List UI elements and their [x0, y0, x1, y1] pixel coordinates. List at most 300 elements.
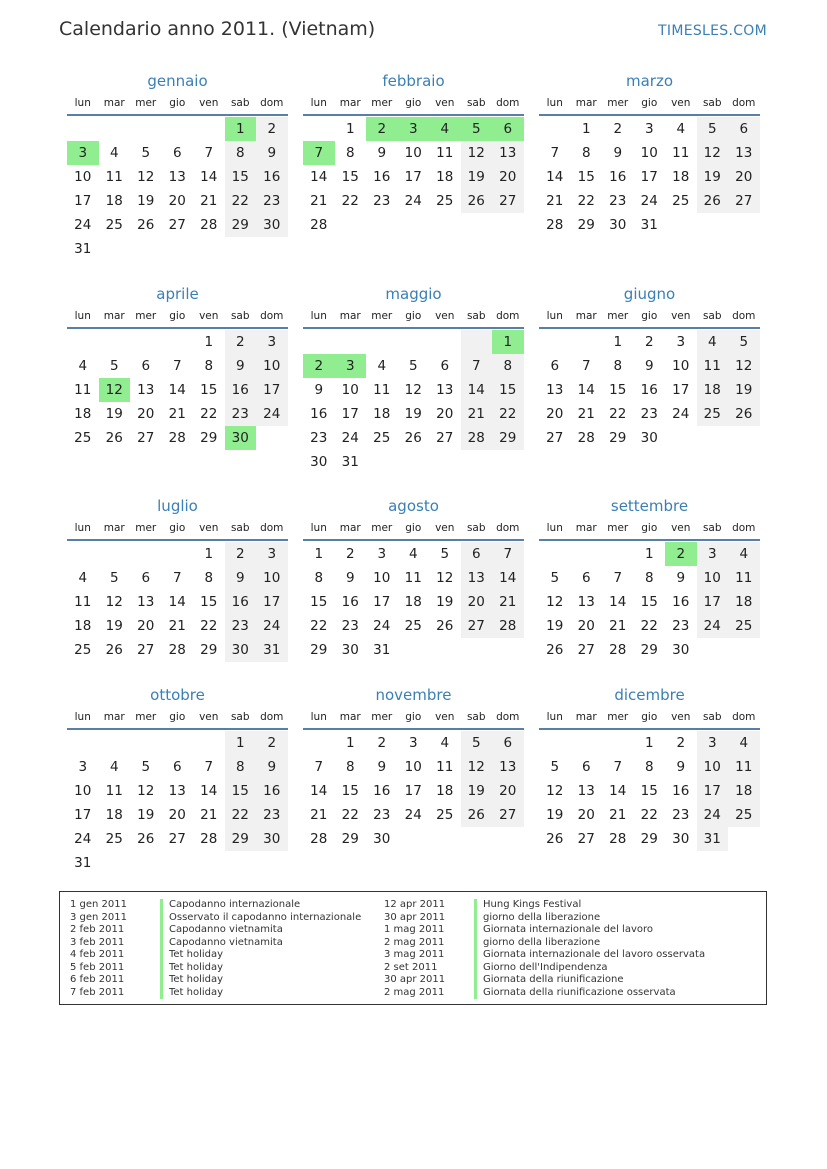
legend-row [60, 924, 361, 937]
day-cell: 30 [225, 638, 257, 662]
day-cell: 6 [141, 570, 151, 586]
legend-holiday-name: Giornata della riunificazione osservata [474, 987, 676, 1000]
legend-holiday-name: Giornata internazionale del lavoro osservata [474, 949, 705, 962]
legend-date: 3 mag 2011 [384, 949, 445, 960]
legend-row [60, 949, 361, 962]
day-cell: 31 [74, 241, 92, 257]
day-cell: 9 [225, 354, 257, 378]
day-cell: 21 [577, 406, 595, 422]
month-title: maggio [385, 285, 442, 303]
weekday-label: mar [103, 310, 125, 322]
legend-holiday-name: Osservato il capodanno internazionale [160, 912, 361, 925]
day-cell: 28 [492, 614, 524, 638]
day-cell: 1 [644, 546, 654, 562]
day-cell: 30 [310, 454, 328, 470]
weekday-header [67, 706, 288, 730]
day-cell: 11 [697, 354, 729, 378]
day-cell: 29 [225, 213, 257, 237]
day-cell: 4 [109, 759, 119, 775]
day-cell: 25 [74, 430, 92, 446]
legend-holiday-name: Hung Kings Festival [474, 899, 581, 912]
empty-cell [193, 851, 225, 875]
empty-cell [492, 638, 524, 662]
legend-holiday-name: Giorno dell'Indipendenza [474, 962, 608, 975]
day-cell: 1 [345, 735, 355, 751]
weekday-label: lun [310, 522, 327, 534]
day-cell: 12 [546, 594, 564, 610]
month-maggio [303, 283, 524, 474]
legend-date: 2 feb 2011 [70, 924, 125, 935]
day-cell: 10 [697, 755, 729, 779]
day-cell: 15 [310, 594, 328, 610]
day-cell: 29 [609, 430, 627, 446]
day-cell: 4 [728, 542, 760, 566]
day-grid [303, 330, 524, 474]
day-cell: 28 [577, 430, 595, 446]
legend-column-1 [60, 899, 361, 999]
day-cell: 13 [546, 382, 564, 398]
weekday-header [539, 92, 760, 116]
empty-cell [366, 330, 398, 354]
day-cell: 2 [366, 117, 398, 141]
day-cell: 6 [581, 759, 591, 775]
day-cell: 17 [373, 594, 391, 610]
empty-cell [130, 237, 162, 261]
legend-row [60, 974, 361, 987]
day-cell: 26 [105, 430, 123, 446]
day-cell: 25 [728, 614, 760, 638]
day-cell: 2 [225, 542, 257, 566]
day-cell: 25 [105, 217, 123, 233]
day-cell: 6 [172, 145, 182, 161]
day-cell: 21 [546, 193, 564, 209]
day-cell: 29 [640, 831, 658, 847]
day-cell: 23 [256, 803, 288, 827]
day-cell: 22 [310, 618, 328, 634]
legend-holiday-name: Capodanno vietnamita [160, 937, 283, 950]
month-title: marzo [625, 72, 674, 90]
day-cell: 19 [461, 165, 493, 189]
day-cell: 10 [256, 354, 288, 378]
day-cell: 2 [303, 354, 335, 378]
day-cell: 8 [204, 358, 214, 374]
day-cell: 18 [404, 594, 422, 610]
day-cell: 7 [581, 358, 591, 374]
day-cell: 30 [256, 213, 288, 237]
day-cell: 12 [728, 354, 760, 378]
day-cell: 8 [345, 759, 355, 775]
day-cell: 21 [168, 406, 186, 422]
day-cell: 17 [404, 169, 422, 185]
day-cell: 16 [225, 378, 257, 402]
weekday-label: mer [135, 310, 157, 322]
day-cell: 7 [303, 141, 335, 165]
day-cell: 11 [728, 566, 760, 590]
weekday-label: gio [169, 310, 186, 322]
day-cell: 19 [461, 779, 493, 803]
empty-cell [303, 330, 335, 354]
day-cell: 19 [404, 406, 422, 422]
weekday-label: mar [575, 711, 597, 723]
day-cell: 12 [546, 783, 564, 799]
day-cell: 2 [256, 731, 288, 755]
day-cell: 10 [74, 169, 92, 185]
empty-cell [539, 117, 571, 141]
empty-cell [539, 731, 571, 755]
day-cell: 1 [613, 334, 623, 350]
day-cell: 24 [74, 217, 92, 233]
legend-row [374, 924, 705, 937]
legend-date: 30 apr 2011 [384, 911, 446, 923]
day-cell: 10 [404, 145, 422, 161]
day-cell: 3 [697, 731, 729, 755]
legend-holiday-name: Capodanno internazionale [160, 899, 300, 912]
day-cell: 5 [109, 570, 119, 586]
empty-cell [728, 426, 760, 450]
day-grid [67, 117, 288, 261]
day-cell: 7 [314, 759, 324, 775]
day-cell: 22 [225, 189, 257, 213]
weekday-label: ven [671, 711, 691, 723]
weekday-label: mar [575, 522, 597, 534]
day-cell: 29 [225, 827, 257, 851]
day-cell: 2 [377, 735, 387, 751]
day-cell: 19 [546, 807, 564, 823]
day-cell: 17 [74, 193, 92, 209]
weekday-label: gio [641, 522, 658, 534]
weekday-label: gio [405, 522, 422, 534]
weekday-label: sab [230, 97, 250, 109]
day-cell: 30 [225, 426, 257, 450]
day-cell: 14 [577, 382, 595, 398]
day-cell: 5 [440, 546, 450, 562]
day-cell: 15 [200, 382, 218, 398]
day-cell: 14 [492, 566, 524, 590]
day-cell: 16 [672, 594, 690, 610]
day-cell: 30 [373, 831, 391, 847]
day-cell: 18 [105, 193, 123, 209]
day-cell: 8 [581, 145, 591, 161]
empty-cell [429, 450, 461, 474]
day-cell: 30 [256, 827, 288, 851]
day-cell: 3 [256, 330, 288, 354]
day-grid [539, 731, 760, 851]
day-cell: 9 [613, 145, 623, 161]
empty-cell [162, 542, 194, 566]
day-cell: 11 [373, 382, 391, 398]
weekday-label: mer [607, 310, 629, 322]
day-cell: 19 [105, 406, 123, 422]
day-grid [67, 731, 288, 875]
day-cell: 27 [436, 430, 454, 446]
day-cell: 23 [373, 807, 391, 823]
day-cell: 21 [200, 193, 218, 209]
month-title: febbraio [382, 72, 445, 90]
day-cell: 6 [492, 117, 524, 141]
day-cell: 13 [168, 783, 186, 799]
day-cell: 1 [204, 546, 214, 562]
day-cell: 8 [314, 570, 324, 586]
month-aprile [67, 283, 288, 450]
day-cell: 2 [256, 117, 288, 141]
weekday-header [67, 305, 288, 329]
empty-cell [193, 117, 225, 141]
day-cell: 19 [137, 193, 155, 209]
day-cell: 15 [492, 378, 524, 402]
legend-row [374, 962, 705, 975]
day-cell: 2 [644, 334, 654, 350]
empty-cell [256, 237, 288, 261]
day-cell: 22 [200, 406, 218, 422]
day-cell: 21 [200, 807, 218, 823]
weekday-label: sab [702, 97, 722, 109]
day-cell: 15 [225, 779, 257, 803]
day-cell: 6 [492, 731, 524, 755]
day-cell: 8 [204, 570, 214, 586]
legend-date: 1 mag 2011 [384, 924, 445, 935]
month-ottobre [67, 684, 288, 875]
weekday-label: ven [671, 97, 691, 109]
day-cell: 13 [461, 566, 493, 590]
day-cell: 31 [74, 855, 92, 871]
day-cell: 12 [436, 570, 454, 586]
day-cell: 13 [492, 141, 524, 165]
month-giugno [539, 283, 760, 450]
day-cell: 3 [335, 354, 367, 378]
day-cell: 11 [74, 594, 92, 610]
day-cell: 20 [577, 618, 595, 634]
empty-cell [461, 827, 493, 851]
day-cell: 27 [577, 831, 595, 847]
day-cell: 11 [436, 145, 454, 161]
day-cell: 21 [492, 590, 524, 614]
day-cell: 9 [377, 145, 387, 161]
day-cell: 23 [256, 189, 288, 213]
day-cell: 21 [461, 402, 493, 426]
empty-cell [303, 731, 335, 755]
weekday-label: lun [74, 711, 91, 723]
weekday-label: dom [496, 711, 520, 723]
day-cell: 27 [168, 831, 186, 847]
day-cell: 7 [492, 542, 524, 566]
legend-holiday-name: Tet holiday [160, 962, 223, 975]
empty-cell [492, 827, 524, 851]
day-cell: 18 [697, 378, 729, 402]
day-cell: 13 [492, 755, 524, 779]
day-cell: 6 [172, 759, 182, 775]
day-cell: 11 [672, 145, 690, 161]
day-cell: 28 [609, 831, 627, 847]
day-cell: 6 [550, 358, 560, 374]
day-cell: 25 [404, 618, 422, 634]
day-cell: 22 [225, 803, 257, 827]
month-luglio [67, 495, 288, 662]
day-cell: 9 [256, 755, 288, 779]
site-link[interactable]: TIMESLES.COM [658, 23, 767, 39]
empty-cell [728, 213, 760, 237]
weekday-header [539, 517, 760, 541]
day-cell: 20 [168, 193, 186, 209]
empty-cell [130, 851, 162, 875]
day-grid [303, 542, 524, 662]
weekday-label: lun [546, 711, 563, 723]
day-cell: 10 [697, 566, 729, 590]
day-cell: 24 [256, 402, 288, 426]
weekday-label: lun [546, 310, 563, 322]
empty-cell [539, 330, 571, 354]
month-title: aprile [156, 285, 199, 303]
day-cell: 2 [613, 121, 623, 137]
day-cell: 29 [492, 426, 524, 450]
day-cell: 13 [577, 783, 595, 799]
month-title: agosto [388, 497, 439, 515]
day-cell: 3 [78, 759, 88, 775]
legend-date: 2 set 2011 [384, 961, 438, 973]
legend-date: 3 gen 2011 [70, 911, 128, 923]
empty-cell [99, 237, 131, 261]
weekday-label: lun [310, 310, 327, 322]
day-cell: 3 [697, 542, 729, 566]
day-cell: 31 [341, 454, 359, 470]
day-cell: 20 [577, 807, 595, 823]
legend-holiday-name: Capodanno vietnamita [160, 924, 283, 937]
empty-cell [225, 851, 257, 875]
empty-cell [429, 330, 461, 354]
day-cell: 14 [168, 594, 186, 610]
empty-cell [130, 330, 162, 354]
weekday-label: ven [199, 97, 219, 109]
day-cell: 17 [404, 783, 422, 799]
weekday-label: gio [169, 711, 186, 723]
day-cell: 7 [613, 570, 623, 586]
day-cell: 21 [310, 807, 328, 823]
day-cell: 22 [640, 618, 658, 634]
weekday-label: ven [199, 310, 219, 322]
weekday-label: gio [405, 310, 422, 322]
legend-date: 2 mag 2011 [384, 936, 445, 948]
day-cell: 7 [613, 759, 623, 775]
day-cell: 22 [609, 406, 627, 422]
day-cell: 14 [310, 783, 328, 799]
day-cell: 14 [200, 169, 218, 185]
day-cell: 31 [373, 642, 391, 658]
weekday-label: ven [435, 522, 455, 534]
day-cell: 20 [492, 165, 524, 189]
day-cell: 12 [461, 141, 493, 165]
weekday-label: dom [260, 310, 284, 322]
weekday-label: dom [496, 97, 520, 109]
empty-cell [697, 213, 729, 237]
day-cell: 24 [74, 831, 92, 847]
empty-cell [398, 213, 430, 237]
weekday-label: sab [702, 522, 722, 534]
empty-cell [398, 450, 430, 474]
legend-row [60, 937, 361, 950]
day-cell: 24 [256, 614, 288, 638]
day-cell: 26 [728, 402, 760, 426]
weekday-label: lun [74, 522, 91, 534]
day-cell: 14 [546, 169, 564, 185]
day-cell: 22 [341, 807, 359, 823]
weekday-label: mar [103, 711, 125, 723]
day-cell: 7 [172, 358, 182, 374]
weekday-header [303, 305, 524, 329]
day-cell: 23 [609, 193, 627, 209]
page-title: Calendario anno 2011. (Vietnam) [59, 18, 376, 40]
weekday-header [67, 92, 288, 116]
empty-cell [571, 542, 603, 566]
day-cell: 25 [436, 807, 454, 823]
day-cell: 28 [461, 426, 493, 450]
day-cell: 2 [225, 330, 257, 354]
day-cell: 27 [492, 189, 524, 213]
day-cell: 14 [609, 594, 627, 610]
month-title: novembre [375, 686, 452, 704]
day-cell: 25 [373, 430, 391, 446]
day-cell: 25 [105, 831, 123, 847]
day-cell: 7 [172, 570, 182, 586]
day-cell: 12 [99, 378, 131, 402]
day-cell: 15 [609, 382, 627, 398]
empty-cell [303, 117, 335, 141]
empty-cell [162, 117, 194, 141]
legend-date: 2 mag 2011 [384, 986, 445, 998]
day-cell: 26 [461, 189, 493, 213]
day-cell: 1 [225, 117, 257, 141]
day-cell: 26 [105, 642, 123, 658]
day-cell: 6 [728, 117, 760, 141]
day-cell: 13 [137, 382, 155, 398]
day-cell: 24 [341, 430, 359, 446]
day-cell: 24 [697, 614, 729, 638]
day-cell: 31 [697, 827, 729, 851]
day-cell: 17 [640, 169, 658, 185]
empty-cell [256, 426, 288, 450]
day-cell: 23 [341, 618, 359, 634]
legend-row [60, 987, 361, 1000]
day-cell: 18 [105, 807, 123, 823]
day-cell: 19 [728, 378, 760, 402]
day-cell: 21 [168, 618, 186, 634]
weekday-label: mar [575, 310, 597, 322]
empty-cell [539, 542, 571, 566]
day-cell: 20 [137, 406, 155, 422]
day-cell: 16 [672, 783, 690, 799]
day-cell: 3 [398, 117, 430, 141]
day-cell: 27 [137, 430, 155, 446]
legend-date: 6 feb 2011 [70, 974, 125, 985]
day-cell: 22 [492, 402, 524, 426]
day-grid [303, 117, 524, 237]
day-cell: 18 [74, 406, 92, 422]
legend-row [60, 899, 361, 912]
empty-cell [366, 213, 398, 237]
empty-cell [461, 213, 493, 237]
weekday-label: dom [260, 97, 284, 109]
day-cell: 27 [546, 430, 564, 446]
day-cell: 26 [137, 831, 155, 847]
day-cell: 12 [137, 783, 155, 799]
day-cell: 9 [345, 570, 355, 586]
weekday-label: mar [575, 97, 597, 109]
day-cell: 28 [200, 831, 218, 847]
empty-cell [492, 450, 524, 474]
day-cell: 12 [137, 169, 155, 185]
weekday-label: lun [546, 97, 563, 109]
day-grid [67, 542, 288, 662]
legend-row [60, 962, 361, 975]
empty-cell [335, 213, 367, 237]
